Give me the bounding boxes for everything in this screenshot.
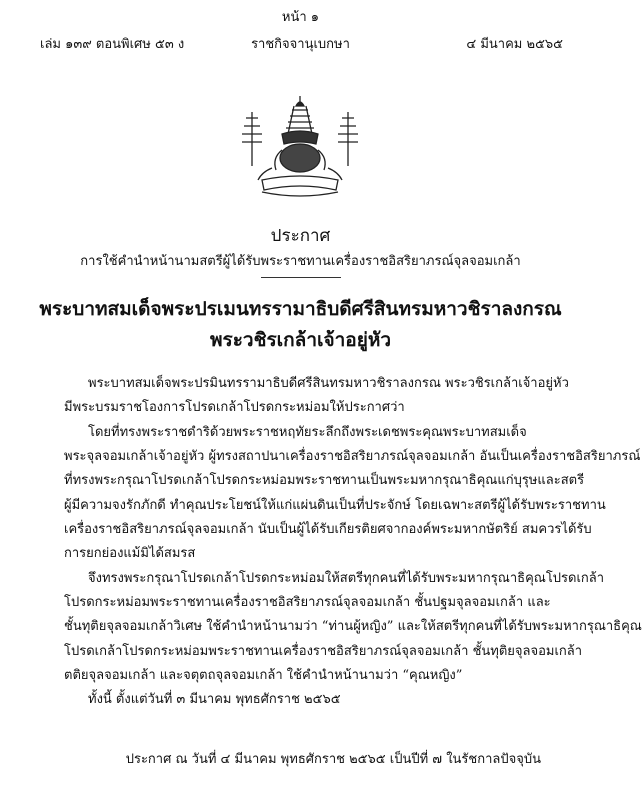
royal-cipher-emblem-icon (232, 94, 368, 206)
king-name-line-2: พระวชิรเกล้าเจ้าอยู่หัว (209, 329, 392, 351)
body-line: ชั้นทุติยจุลจอมเกล้าวิเศษ ใช้คำนำหน้านามว่า “ท่านผู้หญิง” และให้สตรีทุกคนที่ได้รับพระมหากรุณาธิคุณ (64, 619, 642, 634)
body-line: ผู้มีความจงรักภักดี ทำคุณประโยชน์ให้แก่แผ่นดินเป็นที่ประจักษ์ โดยเฉพาะสตรีผู้ได้รับพระราชทาน (64, 498, 606, 513)
body-line: การยกย่องแม้มิได้สมรส (64, 546, 196, 561)
body-line: จึงทรงพระกรุณาโปรดเกล้าโปรดกระหม่อมให้สตรีทุกคนที่ได้รับพระมหากรุณาธิคุณโปรดเกล้า (88, 571, 605, 586)
body-line: โดยที่ทรงพระราชดำริด้วยพระราชหฤทัยระลึกถึงพระเดชพระคุณพระบาทสมเด็จ (88, 425, 527, 440)
body-line: ตติยจุลจอมเกล้า และจตุตถจุลจอมเกล้า ใช้คำนำหน้านามว่า “คุณหญิง” (64, 668, 463, 683)
gazette-name: ราชกิจจานุเบกษา (251, 37, 350, 52)
announcement-title: ประกาศ (270, 226, 331, 246)
body-line: พระบาทสมเด็จพระปรมินทรรามาธิบดีศรีสินทรมหาวชิราลงกรณ พระวชิรเกล้าเจ้าอยู่หัว (88, 376, 569, 391)
page-number: หน้า ๑ (281, 10, 320, 25)
effective-date-line: ทั้งนี้ ตั้งแต่วันที่ ๓ มีนาคม พุทธศักราช ๒๕๖๕ (88, 692, 341, 707)
publication-date: ๔ มีนาคม ๒๕๖๕ (466, 37, 563, 52)
king-name-line-1: พระบาทสมเด็จพระปรเมนทรรามาธิบดีศรีสินทรมหาวชิราลงกรณ (39, 298, 562, 320)
body-line: โปรดเกล้าโปรดกระหม่อมพระราชทานเครื่องราชอิสริยาภรณ์จุลจอมเกล้า ชั้นทุติยจุลจอมเกล้า (64, 644, 583, 659)
body-line: พระจุลจอมเกล้าเจ้าอยู่หัว ผู้ทรงสถาปนาเครื่องราชอิสริยาภรณ์จุลจอมเกล้า อันเป็นเครื่องราชอิสริยาภรณ์ (64, 449, 641, 464)
body-line: ที่ทรงพระกรุณาโปรดเกล้าโปรดกระหม่อมพระราชทานเป็นพระมหากรุณาธิคุณแก่บุรุษและสตรี (64, 473, 585, 488)
body-line: เครื่องราชอิสริยาภรณ์จุลจอมเกล้า นับเป็นผู้ได้รับเกียรติยศจากองค์พระมหากษัตริย์ สมควรได้รับ (64, 522, 592, 537)
title-divider (261, 277, 341, 278)
announcement-subtitle: การใช้คำนำหน้านามสตรีผู้ได้รับพระราชทานเครื่องราชอิสริยาภรณ์จุลจอมเกล้า (80, 254, 521, 269)
volume-info: เล่ม ๑๓๙ ตอนพิเศษ ๕๓ ง (40, 37, 185, 52)
body-line: โปรดกระหม่อมพระราชทานเครื่องราชอิสริยาภรณ์จุลจอมเกล้า ชั้นปฐมจุลจอมเกล้า และ (64, 595, 551, 610)
body-line: มีพระบรมราชโองการโปรดเกล้าโปรดกระหม่อมให้ประกาศว่า (64, 400, 405, 415)
closing-statement: ประกาศ ณ วันที่ ๔ มีนาคม พุทธศักราช ๒๕๖๕ เป็นปีที่ ๗ ในรัชกาลปัจจุบัน (125, 752, 541, 767)
